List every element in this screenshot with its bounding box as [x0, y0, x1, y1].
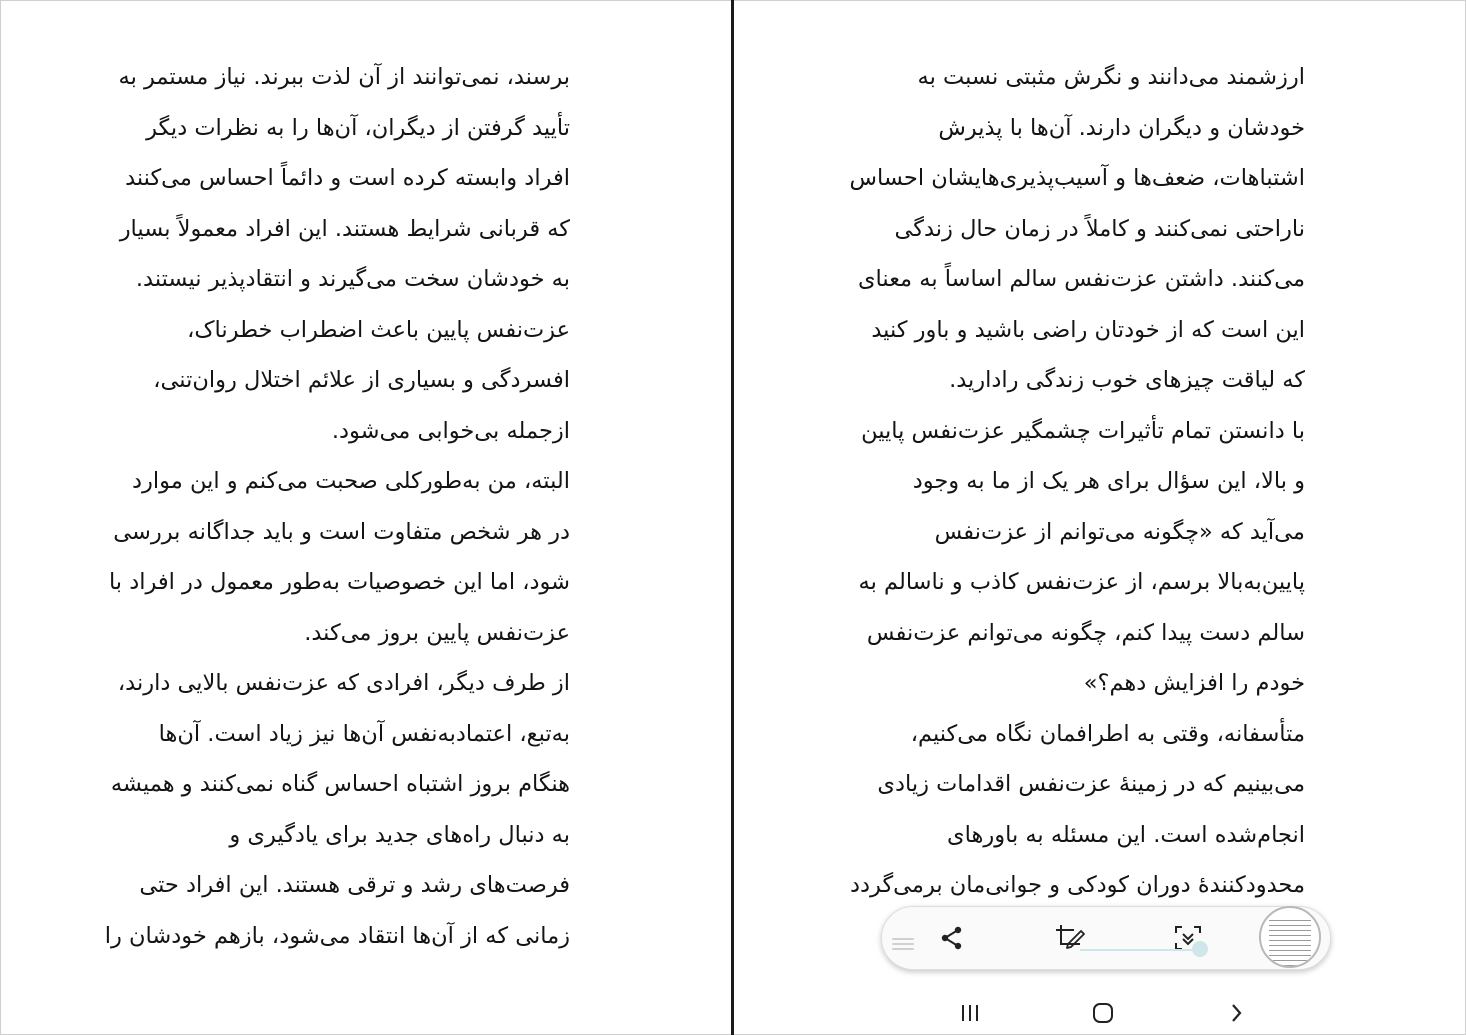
home-button[interactable]	[1083, 998, 1123, 1028]
navigation-bar	[870, 990, 1330, 1035]
share-icon	[939, 925, 965, 951]
text-line: سالم دست پیدا کنم، چگونه می‌توانم عزت‌نفس	[866, 619, 1305, 646]
share-button[interactable]	[934, 920, 970, 956]
back-button[interactable]	[1216, 998, 1256, 1028]
text-line: این است که از خودتان راضی باشید و باور کنید	[871, 316, 1305, 343]
text-line: شود، اما این خصوصیات به‌طور معمول در افراد با	[108, 569, 570, 595]
text-line: خودم را افزایش دهم؟»	[1083, 670, 1305, 696]
page-divider	[731, 0, 734, 1035]
text-line: تأیید گرفتن از دیگران، آن‌ها را به نظرات دیگر	[146, 114, 570, 141]
text-line: که قربانی شرایط هستند. این افراد معمولاً بسیار	[119, 215, 570, 242]
slider-track	[1080, 949, 1192, 951]
text-line: خودشان و دیگران دارند. آن‌ها با پذیرش	[938, 114, 1305, 141]
text-line: زمانی که از آن‌ها انتقاد می‌شود، بازهم خودشان را	[104, 922, 570, 949]
back-icon	[1228, 1002, 1244, 1024]
text-line: عزت‌نفس پایین باعث اضطراب خطرناک،	[187, 316, 570, 343]
text-line: می‌کنند. داشتن عزت‌نفس سالم اساساً به معنای	[857, 266, 1305, 292]
text-line: محدودکنندۀ دوران کودکی و جوانی‌مان برمی‌گردد	[849, 872, 1305, 898]
text-line: البته، من به‌طورکلی صحبت می‌کنم و این موارد	[131, 468, 570, 494]
text-line: افسردگی و بسیاری از علائم اختلال روان‌تنی،	[153, 367, 570, 393]
text-line: از طرف دیگر، افرادی که عزت‌نفس بالایی دارند،	[117, 670, 570, 696]
text-line: می‌بینیم که در زمینۀ عزت‌نفس اقدامات زیادی	[877, 771, 1305, 797]
left-page	[104, 52, 570, 961]
text-line: فرصت‌های رشد و ترقی هستند. این افراد حتی	[139, 872, 570, 898]
text-line: متأسفانه، وقتی به اطرافمان نگاه می‌کنیم،	[910, 720, 1305, 747]
text-line: می‌آید که «چگونه می‌توانم از عزت‌نفس	[934, 518, 1305, 545]
text-line: ازجمله بی‌خوابی می‌شود.	[331, 417, 570, 444]
home-icon	[1091, 1001, 1115, 1025]
text-line: انجام‌شده است. این مسئله به باورهای	[947, 821, 1305, 848]
screenshot-thumbnail[interactable]	[1259, 906, 1321, 968]
drag-handle[interactable]	[892, 938, 914, 952]
text-line: به دنبال راه‌های جدید برای یادگیری و	[229, 821, 570, 848]
text-line: پایین‌به‌بالا برسم، از عزت‌نفس کاذب و ناسالم به	[858, 569, 1305, 595]
text-line: که لیاقت چیزهای خوب زندگی رادارید.	[949, 367, 1305, 393]
text-line: با دانستن تمام تأثیرات چشمگیر عزت‌نفس پایین	[861, 417, 1305, 444]
text-line: افراد وابسته کرده است و دائماً احساس می‌کنند	[125, 165, 570, 191]
text-line: به‌تبع، اعتمادبه‌نفس آن‌ها نیز زیاد است. آن‌ها	[158, 720, 570, 747]
text-line: و بالا، این سؤال برای هر یک از ما به وجود	[912, 468, 1305, 494]
text-line: ارزشمند می‌دانند و نگرش مثبتی نسبت به	[917, 64, 1305, 90]
slider-knob[interactable]	[1192, 941, 1208, 957]
recents-button[interactable]	[950, 998, 990, 1028]
text-line: در هر شخص متفاوت است و باید جداگانه بررسی	[113, 518, 570, 545]
recents-icon	[959, 1003, 981, 1023]
right-page	[849, 52, 1305, 911]
text-line: عزت‌نفس پایین بروز می‌کند.	[304, 619, 570, 646]
text-line: به خودشان سخت می‌گیرند و انتقادپذیر نیستند.	[135, 266, 570, 292]
text-line: برسند، نمی‌توانند از آن لذت ببرند. نیاز مستمر به	[118, 64, 570, 90]
text-line: هنگام بروز اشتباه احساس گناه نمی‌کنند و همیشه	[110, 771, 570, 797]
text-line: ناراحتی نمی‌کنند و کاملاً در زمان حال زندگی	[894, 215, 1305, 242]
text-line: اشتباهات، ضعف‌ها و آسیب‌پذیری‌هایشان احساس	[849, 165, 1305, 191]
